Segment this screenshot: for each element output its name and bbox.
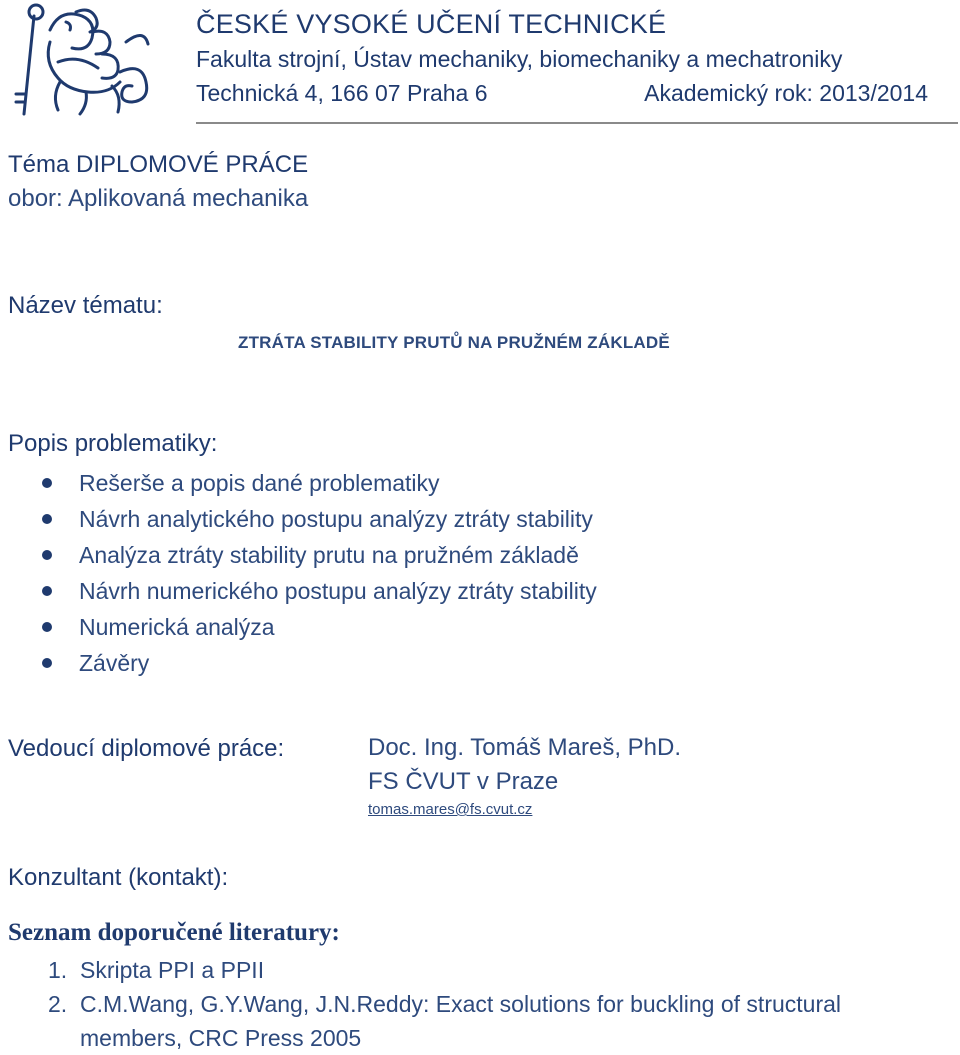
faculty-name: Fakulta strojní, Ústav mechaniky, biomechaniky a mechatroniky xyxy=(196,46,843,72)
supervisor-name: Doc. Ing. Tomáš Mareš, PhD. xyxy=(368,734,682,761)
academic-year: Akademický rok: 2013/2014 xyxy=(644,80,928,106)
list-item-text: Numerická analýza xyxy=(79,614,275,640)
address-row xyxy=(196,76,928,110)
header-divider xyxy=(196,122,958,124)
topic-block xyxy=(8,148,308,216)
list-item-text: C.M.Wang, G.Y.Wang, J.N.Reddy: Exact solutions for buckling of structural members, CRC Press 2005 xyxy=(80,991,842,1051)
list-item-number: 2. xyxy=(48,991,68,1017)
list-item xyxy=(42,501,597,537)
list-item-number: 1. xyxy=(48,957,68,983)
list-item-text: Návrh analytického postupu analýzy ztráty stability xyxy=(79,506,593,532)
list-item-text: Analýza ztráty stability prutu na pružném základě xyxy=(79,542,579,568)
address: Technická 4, 166 07 Praha 6 xyxy=(196,80,488,106)
supervisor-organization: FS ČVUT v Praze xyxy=(368,768,559,795)
list-item xyxy=(42,573,597,609)
list-item xyxy=(42,645,597,681)
list-item-text: Návrh numerického postupu analýzy ztráty stability xyxy=(79,578,597,604)
bullet-icon xyxy=(42,586,52,596)
description-label: Popis problematiky: xyxy=(8,430,218,457)
list-item xyxy=(42,465,597,501)
thesis-title-label: Název tématu: xyxy=(8,292,163,319)
topic-field: obor: Aplikovaná mechanika xyxy=(8,185,309,212)
literature-list xyxy=(48,953,948,1055)
description-list xyxy=(42,465,597,681)
university-name: ČESKÉ VYSOKÉ UČENÍ TECHNICKÉ xyxy=(196,9,667,39)
list-item-text: Závěry xyxy=(79,650,150,676)
list-item-text: Skripta PPI a PPII xyxy=(80,957,265,983)
consultant-label: Konzultant (kontakt): xyxy=(8,864,229,891)
list-item xyxy=(48,987,948,1055)
bullet-icon xyxy=(42,478,52,488)
supervisor-block xyxy=(368,731,681,821)
list-item xyxy=(48,953,948,987)
topic-title: Téma DIPLOMOVÉ PRÁCE xyxy=(8,151,309,178)
list-item xyxy=(42,537,597,573)
bullet-icon xyxy=(42,658,52,668)
ctu-lion-logo-icon xyxy=(6,2,156,120)
document-header xyxy=(196,6,946,110)
list-item-text: Rešerše a popis dané problematiky xyxy=(79,470,440,496)
bullet-icon xyxy=(42,550,52,560)
supervisor-email-link[interactable]: tomas.mares@fs.cvut.cz xyxy=(368,801,533,818)
supervisor-label: Vedoucí diplomové práce: xyxy=(8,735,285,762)
thesis-title: ZTRÁTA STABILITY PRUTŮ NA PRUŽNÉM ZÁKLADĚ xyxy=(238,333,670,352)
bullet-icon xyxy=(42,622,52,632)
list-item xyxy=(42,609,597,645)
literature-title: Seznam doporučené literatury: xyxy=(8,919,340,946)
bullet-icon xyxy=(42,514,52,524)
